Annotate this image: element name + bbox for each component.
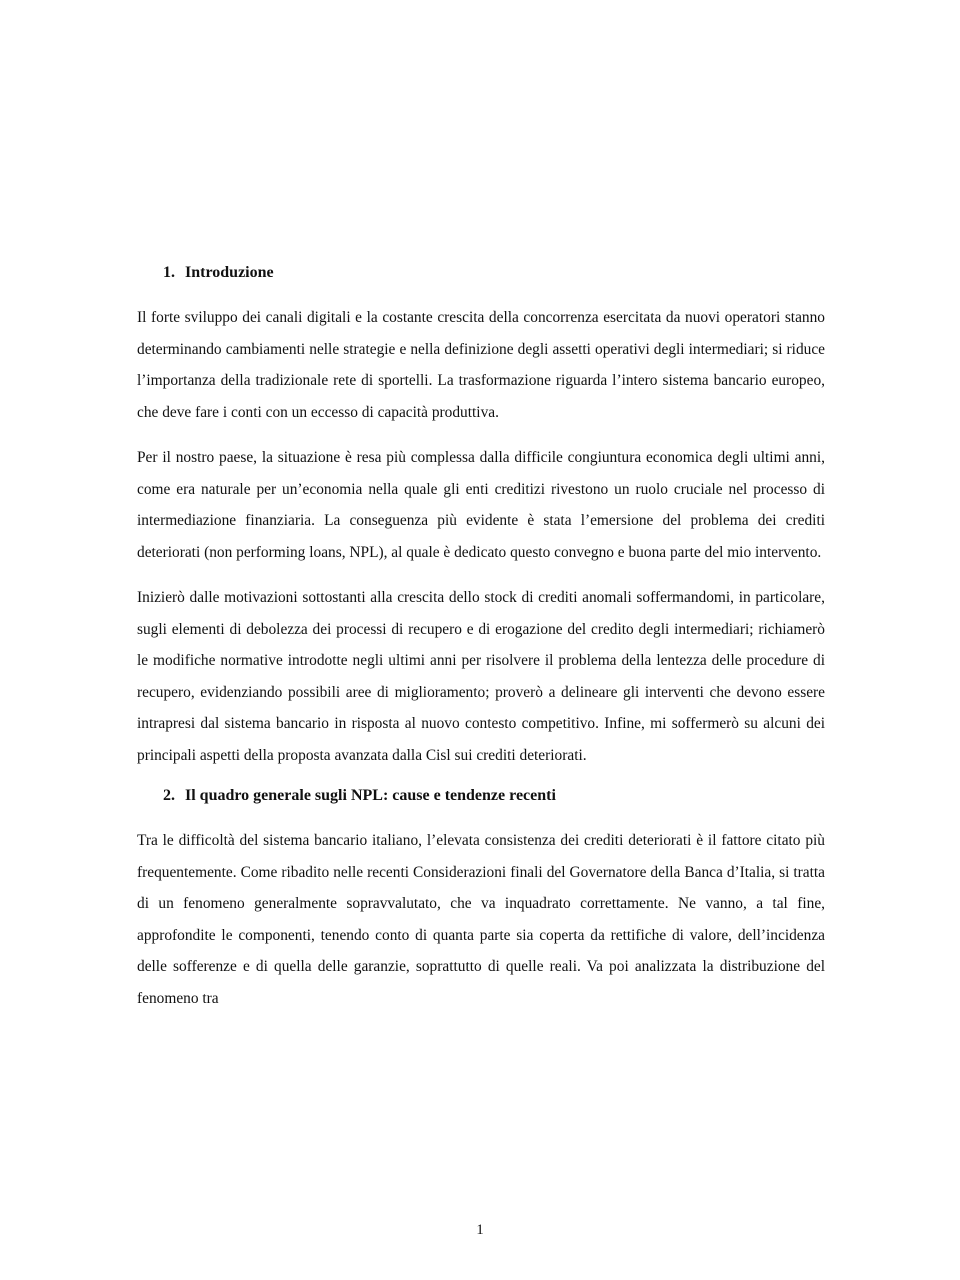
paragraph: Inizierò dalle motivazioni sottostanti alla crescita dello stock di crediti anomali soffermandomi, in particolare, sugli elementi di debolezza dei processi di recupero e di erogazione del credito degli intermediari; richiamerò le modifiche normative introdotte negli ultimi anni per risolvere il problema della lentezza delle procedure di recupero, evidenziando possibili aree di miglioramento; proverò a delineare gli interventi che devono essere intrapresi dal sistema bancario in risposta al nuovo contesto competitivo. Infine, mi soffermerò su alcuni dei principali aspetti della proposta avanzata dalla Cisl sui crediti deteriorati. [137,589,825,764]
section-heading-2 [163,785,825,807]
section-number: 2. [163,787,175,804]
document-body [137,262,825,1028]
section-number: 1. [163,264,175,281]
section-heading-1 [163,262,825,284]
page-number: 1 [476,1222,484,1238]
paragraph: Il forte sviluppo dei canali digitali e la costante crescita della concorrenza esercitata da nuovi operatori stanno determinando cambiamenti nelle strategie e nella definizione degli assetti operativi degli intermediari; si riduce l’importanza della tradizionale rete di sportelli. La trasformazione riguarda l’intero sistema bancario europeo, che deve fare i conti con un eccesso di capacità produttiva. [137,309,825,421]
section-title: Il quadro generale sugli NPL: cause e tendenze recenti [185,787,556,804]
paragraph: Per il nostro paese, la situazione è resa più complessa dalla difficile congiuntura economica degli ultimi anni, come era naturale per un’economia nella quale gli enti creditizi rivestono un ruolo cruciale nel processo di intermediazione finanziaria. La conseguenza più evidente è stata l’emersione del problema dei crediti deteriorati (non performing loans, NPL), al quale è dedicato questo convegno e buona parte del mio intervento. [137,449,825,561]
paragraph: Tra le difficoltà del sistema bancario italiano, l’elevata consistenza dei crediti deteriorati è il fattore citato più frequentemente. Come ribadito nelle recenti Considerazioni finali del Governatore della Banca d’Italia, si tratta di un fenomeno generalmente sopravvalutato, che va inquadrato correttamente. Ne vanno, a tal fine, approfondite le componenti, tenendo conto di quanta parte sia coperta da rettifiche di valore, dell’incidenza delle sofferenze e di quella delle garanzie, soprattutto di quelle reali. Va poi analizzata la distribuzione del fenomeno tra [137,832,825,1007]
section-title: Introduzione [185,264,274,281]
